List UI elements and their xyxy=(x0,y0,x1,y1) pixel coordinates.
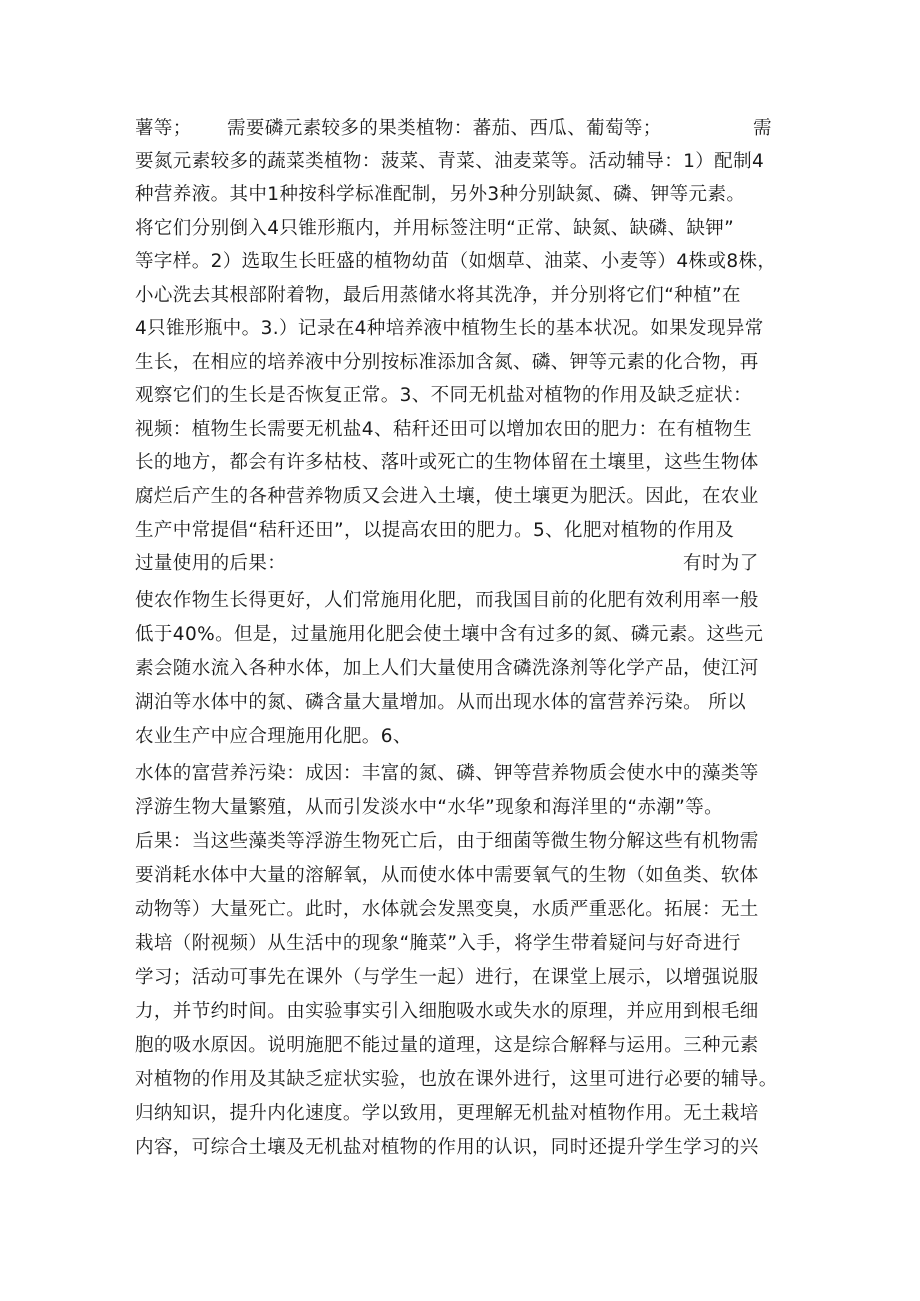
text-segment: 内容，可综合土壤及无机盐对植物的作用的认识，同时还提升学生学习的兴 xyxy=(135,1137,759,1158)
text-segment: 学习；活动可事先在课外（与学生一起）进行，在课堂上展示，以增强说服 xyxy=(135,967,759,988)
text-segment: 有时为了 xyxy=(683,553,759,574)
text-segment: 等字样。2）选取生长旺盛的植物幼苗（如烟草、油菜、小麦等）4株或8株， xyxy=(135,251,777,272)
text-line-24 xyxy=(135,897,795,923)
text-line-20 xyxy=(135,761,795,787)
text-segment: 力，并节约时间。由实验事实引入细胞吸水或失水的原理，并应用到根毛细 xyxy=(135,1001,759,1022)
text-segment: 湖泊等水体中的氮、磷含量大量增加。从而出现水体的富营养污染。 所以 xyxy=(135,692,747,713)
text-line-6 xyxy=(135,283,795,309)
text-segment: 长的地方，都会有许多枯枝、落叶或死亡的生物体留在土壤里，这些生物体 xyxy=(135,452,759,473)
text-segment: 小心洗去其根部附着物，最后用蒸储水将其洗净，并分别将它们“种植”在 xyxy=(135,285,741,306)
text-segment: 农业生产中应合理施用化肥。6、 xyxy=(135,726,412,747)
text-line-28 xyxy=(135,1033,795,1059)
text-line-19 xyxy=(135,724,795,750)
text-line-10 xyxy=(135,417,795,443)
text-line-2 xyxy=(135,149,795,175)
text-line-27 xyxy=(135,999,795,1025)
text-segment: 过量使用的后果： xyxy=(135,553,287,574)
text-segment: 胞的吸水原因。说明施肥不能过量的道理，这是综合解释与运用。三种元素 xyxy=(135,1035,759,1056)
text-segment: 要氮元素较多的蔬菜类植物：菠菜、青菜、油麦菜等。活动辅导：1）配制4 xyxy=(135,151,765,172)
text-line-5 xyxy=(135,249,795,275)
text-line-17 xyxy=(135,656,795,682)
text-segment: 需要磷元素较多的果类植物：蕃茄、西瓜、葡萄等； xyxy=(227,118,662,139)
text-segment: 浮游生物大量繁殖，从而引发淡水中“水华”现象和海洋里的“赤潮”等。 xyxy=(135,797,724,818)
text-segment: 视频：植物生长需要无机盐4、秸秆还田可以增加农田的肥力：在有植物生 xyxy=(135,419,752,440)
text-line-4 xyxy=(135,216,795,242)
text-segment: 种营养液。其中1种按科学标准配制，另外3种分别缺氮、磷、钾等元素。 xyxy=(135,184,746,205)
text-segment: 水体的富营养污染：成因：丰富的氮、磷、钾等营养物质会使水中的藻类等 xyxy=(135,763,759,784)
text-line-29 xyxy=(135,1067,795,1093)
text-line-11 xyxy=(135,450,795,476)
text-line-25 xyxy=(135,931,795,957)
text-line-8 xyxy=(135,350,795,376)
text-line-21 xyxy=(135,795,795,821)
text-segment: 素会随水流入各种水体，加上人们大量使用含磷洗涤剂等化学产品，使江河 xyxy=(135,658,759,679)
text-segment: 腐烂后产生的各种营养物质又会进入土壤，使土壤更为肥沃。因此，在农业 xyxy=(135,486,759,507)
text-line-23 xyxy=(135,863,795,889)
text-line-31 xyxy=(135,1135,795,1161)
text-line-12 xyxy=(135,484,795,510)
text-line-13 xyxy=(135,518,795,544)
text-segment: 观察它们的生长是否恢复正常。3、不同无机盐对植物的作用及缺乏症状： xyxy=(135,385,752,406)
text-segment: 要消耗水体中大量的溶解氧，从而使水体中需要氧气的生物（如鱼类、软体 xyxy=(135,865,759,886)
text-segment: 将它们分别倒入4只锥形瓶内，并用标签注明“正常、缺氮、缺磷、缺钾” xyxy=(135,218,735,239)
text-segment: 栽培（附视频）从生活中的现象“腌菜”入手，将学生带着疑问与好奇进行 xyxy=(135,933,741,954)
text-segment: 生长，在相应的培养液中分别按标准添加含氮、磷、钾等元素的化合物，再 xyxy=(135,352,759,373)
text-segment: 薯等； xyxy=(135,118,192,139)
text-segment: 对植物的作用及其缺乏症状实验，也放在课外进行，这里可进行必要的辅导。 xyxy=(135,1069,778,1090)
text-line-15 xyxy=(135,588,795,614)
text-segment: 动物等）大量死亡。此时，水体就会发黑变臭，水质严重恶化。拓展：无土 xyxy=(135,899,759,920)
text-segment: 低于40%。但是，过量施用化肥会使土壤中含有过多的氮、磷元素。这些元 xyxy=(135,624,764,645)
text-line-22 xyxy=(135,829,795,855)
text-line-30 xyxy=(135,1101,795,1127)
text-line-18 xyxy=(135,690,795,716)
text-segment: 使农作物生长得更好，人们常施用化肥，而我国目前的化肥有效利用率一般 xyxy=(135,590,759,611)
text-line-7 xyxy=(135,316,795,342)
text-line-3 xyxy=(135,182,795,208)
text-line-16 xyxy=(135,622,795,648)
text-segment: 生产中常提倡“秸秆还田”，以提高农田的肥力。5、化肥对植物的作用及 xyxy=(135,520,735,541)
text-line-9 xyxy=(135,383,795,409)
text-segment: 后果：当这些藻类等浮游生物死亡后，由于细菌等微生物分解这些有机物需 xyxy=(135,831,759,852)
text-segment: 4只锥形瓶中。3.）记录在4种培养液中植物生长的基本状况。如果发现异常 xyxy=(135,318,764,339)
text-segment: 需 xyxy=(753,118,772,139)
text-line-26 xyxy=(135,965,795,991)
text-segment: 归纳知识，提升内化速度。学以致用，更理解无机盐对植物作用。无土栽培 xyxy=(135,1103,759,1124)
